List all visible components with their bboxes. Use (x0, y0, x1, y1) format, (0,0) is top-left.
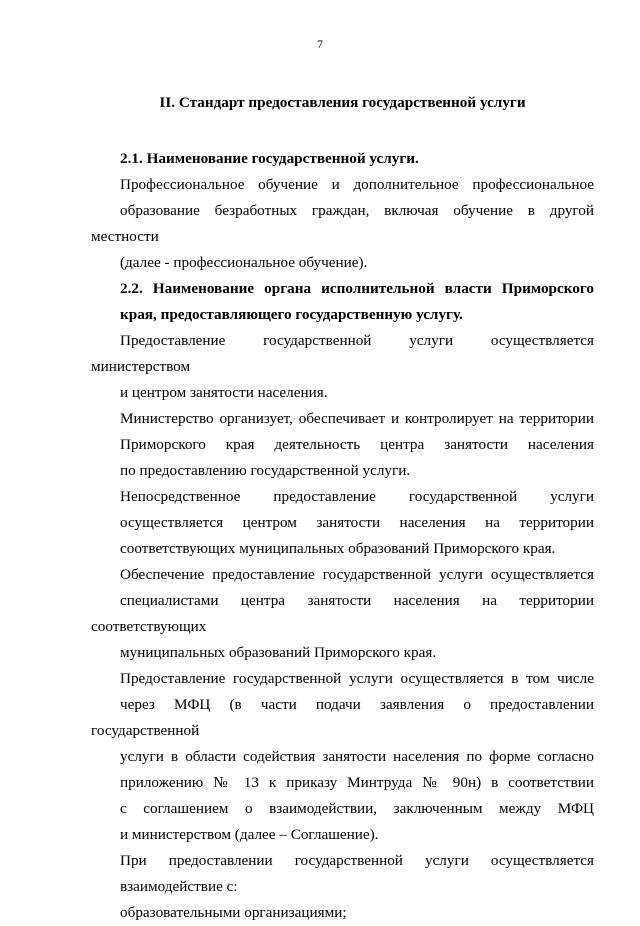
paragraph-ministry (91, 406, 594, 484)
paragraph-line: При предоставлении государственной услуги осуществляется (120, 852, 594, 869)
paragraph-line: специалистами центра занятости населения на территории соответствующих (91, 592, 594, 635)
paragraph-line: (далее - профессиональное обучение). (120, 254, 368, 271)
paragraph-line: Министерство организует, обеспечивает и контролирует на территории (120, 410, 594, 427)
paragraph-mfc (91, 666, 594, 848)
paragraph-line: образование безработных граждан, включая обучение в другой местности (91, 202, 594, 245)
paragraph-line: 2.1. Наименование государственной услуги. (120, 150, 419, 167)
paragraph-line: Непосредственное предоставление государственной услуги (120, 488, 594, 505)
paragraph-line: по предоставлению государственной услуги. (120, 462, 411, 479)
paragraph-line: соответствующих муниципальных образований Приморского края. (120, 540, 556, 557)
paragraph-line: края, предоставляющего государственную услугу. (120, 306, 463, 323)
paragraph-line: Обеспечение предоставление государственной услуги осуществляется (120, 566, 594, 583)
paragraph-line: и министерством (далее – Соглашение). (120, 826, 379, 843)
paragraph-line: и центром занятости населения. (120, 384, 328, 401)
paragraph-line: через МФЦ (в части подачи заявления о предоставлении государственной (91, 696, 594, 739)
paragraph-line: Предоставление государственной услуги осуществляется министерством (91, 332, 594, 375)
paragraph-line: 2.2. Наименование органа исполнительной власти Приморского (120, 280, 594, 297)
paragraph-direct-provision (91, 484, 594, 562)
section-title: II. Стандарт предоставления государственной услуги (159, 94, 526, 111)
paragraph-provider (91, 328, 594, 406)
paragraph-line: приложению № 13 к приказу Минтруда № 90н) в соответствии (120, 774, 594, 791)
document-body (91, 90, 594, 926)
paragraph-line: с соглашением о взаимодействии, заключенным между МФЦ (120, 800, 594, 817)
subsection-heading-2-2 (91, 276, 594, 328)
page-number: 7 (317, 37, 323, 51)
paragraph-line: Приморского края деятельность центра занятости населения (120, 436, 594, 453)
subsection-heading-2-1 (91, 146, 594, 172)
paragraph-educational-orgs (91, 900, 594, 926)
paragraph-interaction (91, 848, 594, 900)
paragraph-line: услуги в области содействия занятости населения по форме согласно (120, 748, 594, 765)
paragraph-line: образовательными организациями; (120, 904, 347, 921)
paragraph-line: взаимодействие с: (120, 878, 238, 895)
paragraph-line: Профессиональное обучение и дополнительное профессиональное (120, 176, 594, 193)
paragraph-service-name (91, 172, 594, 276)
paragraph-line: муниципальных образований Приморского края. (120, 644, 437, 661)
paragraph-specialists (91, 562, 594, 666)
paragraph-line: осуществляется центром занятости населения на территории (120, 514, 594, 531)
paragraph-line: Предоставление государственной услуги осуществляется в том числе (120, 670, 594, 687)
